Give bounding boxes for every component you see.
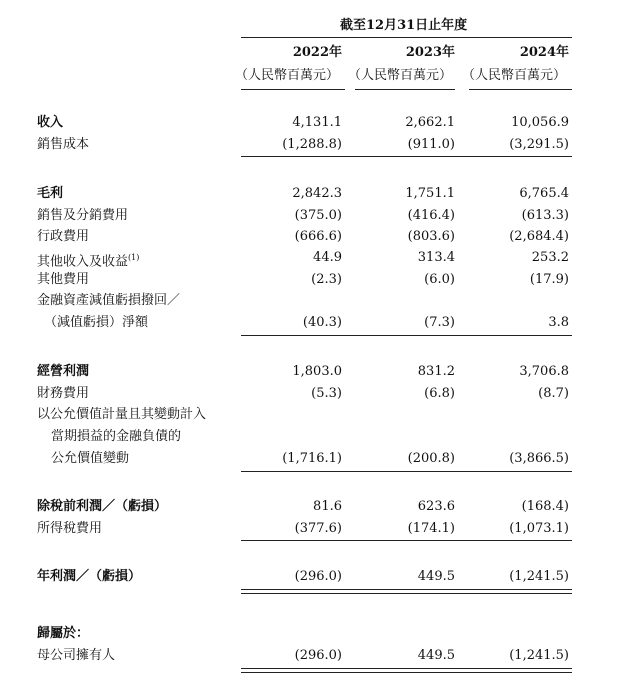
row-label-parent-owners: 母公司擁有人 bbox=[37, 648, 116, 663]
value-finance-costs-2022: (5.3) bbox=[311, 386, 342, 401]
value-selling-expenses-2022: (375.0) bbox=[294, 208, 342, 223]
value-finance-costs-2023: (6.8) bbox=[424, 386, 455, 401]
value-revenue-2024: 10,056.9 bbox=[511, 115, 569, 130]
subtotal-rule-1 bbox=[241, 156, 572, 157]
value-operating-profit-2022: 1,803.0 bbox=[292, 364, 342, 379]
value-operating-profit-2023: 831.2 bbox=[417, 364, 455, 379]
value-pretax-2024: (168.4) bbox=[521, 499, 569, 514]
value-income-tax-2022: (377.6) bbox=[294, 521, 342, 536]
unit-2024: （人民幣百萬元） bbox=[461, 68, 566, 83]
value-fair-value-2024: (3,866.5) bbox=[509, 451, 569, 466]
value-other-expenses-2023: (6.0) bbox=[424, 272, 455, 287]
value-gross-profit-2022: 2,842.3 bbox=[292, 186, 342, 201]
unit-rule-2022 bbox=[241, 89, 345, 90]
year-2023: 2023年 bbox=[405, 45, 455, 60]
row-label-fair-value-line1: 以公允價值計量且其變動計入 bbox=[37, 407, 207, 422]
value-finance-costs-2024: (8.7) bbox=[538, 386, 569, 401]
row-label-impairment-line1: 金融資產減值虧損撥回／ bbox=[37, 293, 181, 308]
subtotal-rule-3 bbox=[241, 471, 572, 472]
total-double-rule-2 bbox=[241, 668, 572, 673]
value-operating-profit-2024: 3,706.8 bbox=[519, 364, 569, 379]
row-label-other-income bbox=[37, 250, 139, 270]
row-label-operating-profit: 經營利潤 bbox=[37, 364, 90, 379]
row-label-impairment-line2: （減值虧損）淨額 bbox=[44, 315, 149, 330]
row-label-cost-of-sales: 銷售成本 bbox=[37, 137, 90, 152]
value-other-income-2024: 253.2 bbox=[531, 250, 569, 265]
unit-rule-2024 bbox=[469, 89, 572, 90]
value-income-tax-2024: (1,073.1) bbox=[509, 521, 569, 536]
value-selling-expenses-2023: (416.4) bbox=[407, 208, 455, 223]
value-fair-value-2023: (200.8) bbox=[407, 451, 455, 466]
row-label-fair-value-line3: 公允價值變動 bbox=[51, 451, 130, 466]
subtotal-rule-2 bbox=[241, 335, 572, 336]
row-label-finance-costs: 財務費用 bbox=[37, 386, 90, 401]
header-rule bbox=[241, 37, 572, 38]
value-net-profit-2022: (296.0) bbox=[294, 569, 342, 584]
value-cost-of-sales-2022: (1,288.8) bbox=[282, 137, 342, 152]
value-parent-owners-2023: 449.5 bbox=[417, 648, 455, 663]
row-label-pretax: 除稅前利潤／（虧損） bbox=[37, 499, 168, 514]
value-other-income-2022: 44.9 bbox=[313, 250, 342, 265]
value-admin-expenses-2023: (803.6) bbox=[407, 229, 455, 244]
value-parent-owners-2022: (296.0) bbox=[294, 648, 342, 663]
unit-2023: （人民幣百萬元） bbox=[347, 68, 452, 83]
period-header: 截至12月31日止年度 bbox=[340, 18, 468, 33]
value-other-expenses-2022: (2.3) bbox=[311, 272, 342, 287]
value-fair-value-2022: (1,716.1) bbox=[282, 451, 342, 466]
value-pretax-2022: 81.6 bbox=[313, 499, 342, 514]
row-label-gross-profit: 毛利 bbox=[37, 186, 64, 201]
value-revenue-2023: 2,662.1 bbox=[405, 115, 455, 130]
value-net-profit-2024: (1,241.5) bbox=[509, 569, 569, 584]
row-label-income-tax: 所得稅費用 bbox=[37, 521, 103, 536]
value-gross-profit-2023: 1,751.1 bbox=[405, 186, 455, 201]
row-label-selling-expenses: 銷售及分銷費用 bbox=[37, 208, 129, 223]
value-pretax-2023: 623.6 bbox=[417, 499, 455, 514]
row-label-attributable: 歸屬於： bbox=[37, 626, 90, 641]
row-label-fair-value-line2: 當期損益的金融負債的 bbox=[51, 429, 182, 444]
value-other-income-2023: 313.4 bbox=[417, 250, 455, 265]
unit-rule-2023 bbox=[355, 89, 455, 90]
value-impairment-2023: (7.3) bbox=[424, 315, 455, 330]
value-revenue-2022: 4,131.1 bbox=[292, 115, 342, 130]
row-label-other-expenses: 其他費用 bbox=[37, 272, 90, 287]
value-cost-of-sales-2024: (3,291.5) bbox=[509, 137, 569, 152]
value-impairment-2024: 3.8 bbox=[548, 315, 569, 330]
value-net-profit-2023: 449.5 bbox=[417, 569, 455, 584]
value-admin-expenses-2024: (2,684.4) bbox=[509, 229, 569, 244]
row-label-admin-expenses: 行政費用 bbox=[37, 229, 90, 244]
other-income-label-text: 其他收入及收益 bbox=[37, 254, 129, 270]
value-selling-expenses-2024: (613.3) bbox=[521, 208, 569, 223]
footnote-marker: (1) bbox=[128, 253, 140, 262]
value-cost-of-sales-2023: (911.0) bbox=[407, 137, 455, 152]
value-gross-profit-2024: 6,765.4 bbox=[519, 186, 569, 201]
year-2022: 2022年 bbox=[292, 45, 342, 60]
value-admin-expenses-2022: (666.6) bbox=[294, 229, 342, 244]
value-parent-owners-2024: (1,241.5) bbox=[509, 648, 569, 663]
row-label-net-profit: 年利潤／（虧損） bbox=[37, 569, 142, 584]
year-2024: 2024年 bbox=[519, 45, 569, 60]
value-income-tax-2023: (174.1) bbox=[407, 521, 455, 536]
row-label-revenue: 收入 bbox=[37, 115, 64, 130]
unit-2022: （人民幣百萬元） bbox=[234, 68, 339, 83]
total-double-rule-1 bbox=[241, 589, 572, 594]
value-impairment-2022: (40.3) bbox=[302, 315, 342, 330]
value-other-expenses-2024: (17.9) bbox=[529, 272, 569, 287]
subtotal-rule-4 bbox=[241, 540, 572, 541]
